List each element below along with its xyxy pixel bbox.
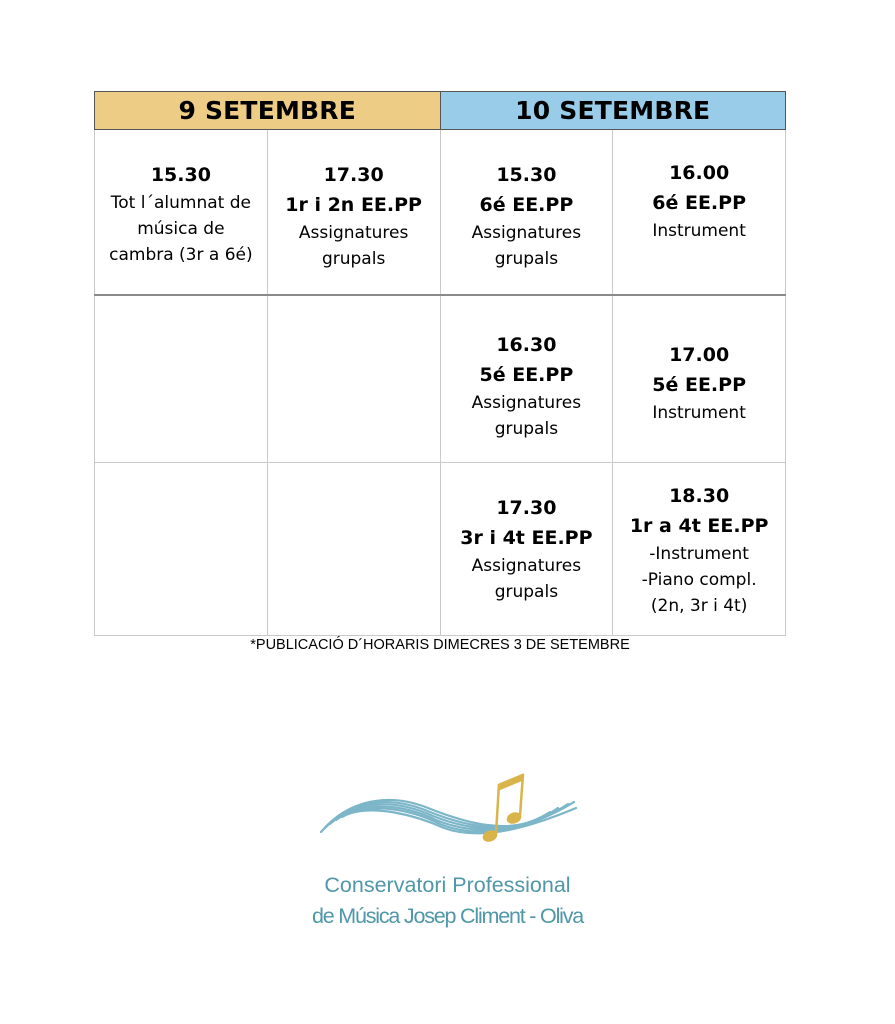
cell-content (441, 463, 613, 605)
session-group: 1r i 2n EE.PP (285, 194, 422, 216)
schedule-cell (440, 295, 613, 463)
cell-content (441, 296, 613, 442)
session-time: 15.30 (496, 164, 557, 186)
session-description: grupals (321, 249, 386, 269)
session-time: 18.30 (669, 485, 730, 507)
schedule-table (94, 91, 786, 636)
schedule-cell (613, 463, 786, 636)
cell-content (613, 296, 785, 426)
day-header-9-setembre: 9 SETEMBRE (95, 92, 441, 130)
session-description: (2n, 3r i 4t) (650, 596, 748, 616)
schedule-cell (613, 295, 786, 463)
cell-content (613, 130, 785, 244)
session-group: 6é EE.PP (652, 192, 746, 214)
session-description: cambra (3r a 6é) (109, 245, 253, 265)
schedule-cell (267, 463, 440, 636)
session-time: 17.30 (496, 497, 557, 519)
cell-content (268, 296, 440, 330)
session-description: Assignatures (298, 223, 409, 243)
session-description: -Instrument (649, 544, 749, 564)
session-group: 5é EE.PP (652, 374, 746, 396)
session-description: música de (137, 219, 225, 239)
session-description: grupals (494, 419, 559, 439)
cell-content (441, 130, 613, 272)
schedule-cell (95, 463, 268, 636)
schedule-body (95, 130, 786, 636)
session-time: 16.00 (669, 162, 730, 184)
schedule-cell (440, 130, 613, 296)
session-description: Instrument (652, 221, 746, 241)
session-description: grupals (494, 582, 559, 602)
schedule-cell (95, 295, 268, 463)
schedule-row (95, 463, 786, 636)
logo-text-line1: Conservatori Professional (324, 873, 571, 897)
session-group: 5é EE.PP (479, 364, 574, 386)
session-description: Assignatures (471, 556, 582, 576)
session-time: 16.30 (496, 334, 557, 356)
session-time: 15.30 (150, 164, 211, 186)
schedule-row (95, 295, 786, 463)
logo-text-line2: de Música Josep Climent - Oliva (311, 904, 584, 928)
session-description: Instrument (652, 403, 746, 423)
conservatory-logo (0, 770, 895, 940)
day-header-10-setembre: 10 SETEMBRE (440, 92, 786, 130)
cell-content (268, 463, 440, 493)
schedule-row (95, 130, 786, 296)
session-description: Assignatures (471, 393, 582, 413)
header-row (95, 92, 786, 130)
session-group: 3r i 4t EE.PP (460, 527, 593, 549)
session-time: 17.00 (669, 344, 730, 366)
session-time: 17.30 (323, 164, 384, 186)
cell-content (268, 130, 440, 272)
schedule-cell (613, 130, 786, 296)
session-description: Tot l´alumnat de (110, 193, 251, 213)
session-group: 1r a 4t EE.PP (629, 515, 769, 537)
session-group: 6é EE.PP (479, 194, 574, 216)
cell-content (95, 463, 267, 493)
session-description: Assignatures (471, 223, 582, 243)
publication-note: *PUBLICACIÓ D´HORARIS DIMECRES 3 DE SETEMBRE (250, 637, 630, 653)
cell-content (95, 130, 267, 268)
cell-content (613, 463, 785, 619)
session-description: -Piano compl. (641, 570, 757, 590)
schedule-cell (267, 295, 440, 463)
schedule-cell (267, 130, 440, 296)
schedule-cell (95, 130, 268, 296)
music-note-waves-icon (318, 770, 580, 850)
session-description: grupals (494, 249, 559, 269)
schedule-cell (440, 463, 613, 636)
cell-content (95, 296, 267, 330)
